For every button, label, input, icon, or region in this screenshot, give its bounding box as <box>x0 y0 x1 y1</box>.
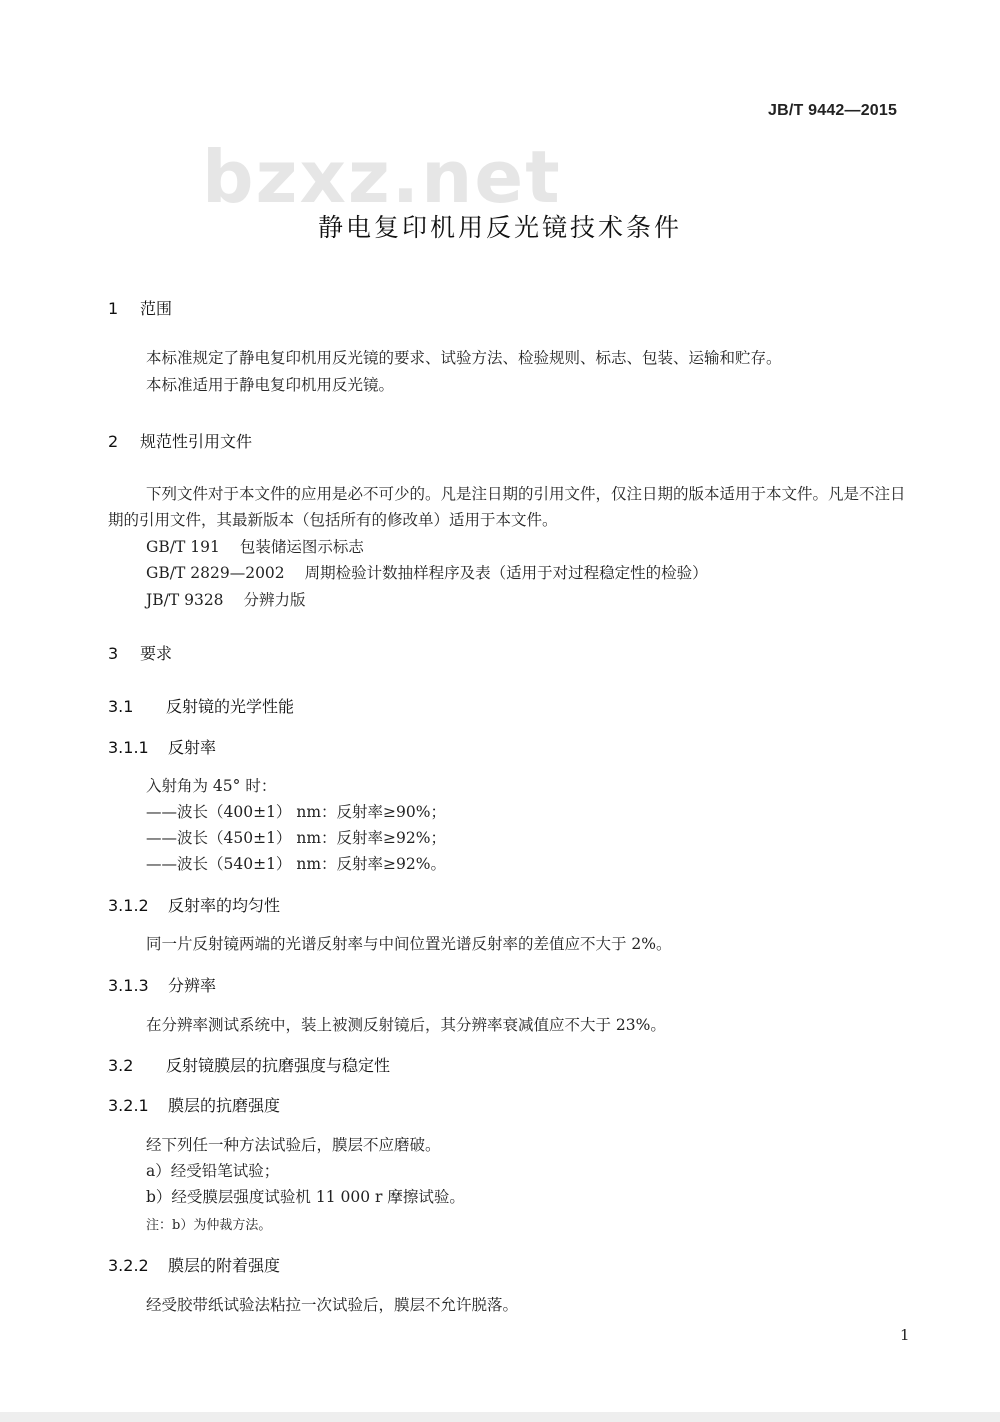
section-3-heading <box>108 641 172 664</box>
paragraph: 本标准适用于静电复印机用反光镜。 <box>146 376 395 394</box>
paragraph: 同一片反射镜两端的光谱反射率与中间位置光谱反射率的差值应不大于 2%。 <box>146 935 672 953</box>
note: 注：b）为仲裁方法。 <box>146 1218 272 1233</box>
section-number: 3.1.3 <box>108 976 149 995</box>
list-item: a）经受铅笔试验； <box>146 1162 280 1180</box>
reference-name: 包装储运图示标志 <box>239 538 364 556</box>
page-bottom-edge <box>0 1412 1000 1422</box>
section-title: 反射率 <box>168 738 217 757</box>
section-3-2-2-heading <box>108 1253 280 1276</box>
section-number: 3 <box>108 644 119 663</box>
reference-item <box>146 561 708 583</box>
list-item: ——波长（400±1） nm：反射率≥90%； <box>146 803 446 821</box>
list-item: ——波长（540±1） nm：反射率≥92%。 <box>146 855 446 873</box>
reference-name: 周期检验计数抽样程序及表（适用于对过程稳定性的检验） <box>304 564 708 582</box>
section-3-1-heading <box>108 694 294 717</box>
list-item: ——波长（450±1） nm：反射率≥92%； <box>146 829 446 847</box>
paragraph: 下列文件对于本文件的应用是必不可少的。凡是注日期的引用文件，仅注日期的版本适用于本文件。凡是不注日期的引用文件，其最新版本（包括所有的修改单）适用于本文件。 <box>108 485 906 529</box>
reference-code: JB/T 9328 <box>146 591 224 609</box>
section-title: 范围 <box>140 299 173 318</box>
reference-code: GB/T 2829—2002 <box>146 564 285 582</box>
section-3-1-2-heading <box>108 893 280 916</box>
section-number: 3.1 <box>108 697 134 716</box>
paragraph: 入射角为 45° 时： <box>146 777 277 795</box>
standard-number: JB/T 9442—2015 <box>768 102 898 119</box>
page-number: 1 <box>900 1326 910 1344</box>
section-1-heading <box>108 296 172 319</box>
section-title: 反射镜的光学性能 <box>166 697 295 716</box>
section-number: 3.1.1 <box>108 738 149 757</box>
section-title: 膜层的抗磨强度 <box>168 1096 281 1115</box>
section-title: 规范性引用文件 <box>140 432 253 451</box>
section-title: 分辨率 <box>168 976 217 995</box>
section-3-1-3-heading <box>108 973 216 996</box>
section-number: 3.2.1 <box>108 1096 149 1115</box>
list-item: b）经受膜层强度试验机 11 000 r 摩擦试验。 <box>146 1188 465 1206</box>
paragraph: 经受胶带纸试验法粘拉一次试验后，膜层不允许脱落。 <box>146 1296 519 1314</box>
reference-name: 分辨力版 <box>243 591 306 609</box>
section-number: 3.2.2 <box>108 1256 149 1275</box>
section-number: 2 <box>108 432 119 451</box>
section-number: 3.2 <box>108 1056 134 1075</box>
section-title: 膜层的附着强度 <box>168 1256 281 1275</box>
section-number: 3.1.2 <box>108 896 149 915</box>
reference-item <box>146 588 306 610</box>
section-title: 反射率的均匀性 <box>168 896 281 915</box>
section-3-2-1-heading <box>108 1093 280 1116</box>
reference-item <box>146 535 364 557</box>
watermark: bzxz.net <box>202 135 562 219</box>
section-3-1-1-heading <box>108 735 216 758</box>
paragraph: 经下列任一种方法试验后，膜层不应磨破。 <box>146 1136 441 1154</box>
paragraph: 在分辨率测试系统中，装上被测反射镜后，其分辨率衰减值应不大于 23%。 <box>146 1016 666 1034</box>
reference-code: GB/T 191 <box>146 538 220 556</box>
section-title: 反射镜膜层的抗磨强度与稳定性 <box>166 1056 391 1075</box>
section-number: 1 <box>108 299 119 318</box>
section-3-2-heading <box>108 1053 390 1076</box>
section-2-heading <box>108 429 252 452</box>
document-title: 静电复印机用反光镜技术条件 <box>317 213 682 242</box>
paragraph: 本标准规定了静电复印机用反光镜的要求、试验方法、检验规则、标志、包装、运输和贮存。 <box>146 349 782 367</box>
section-title: 要求 <box>140 644 173 663</box>
